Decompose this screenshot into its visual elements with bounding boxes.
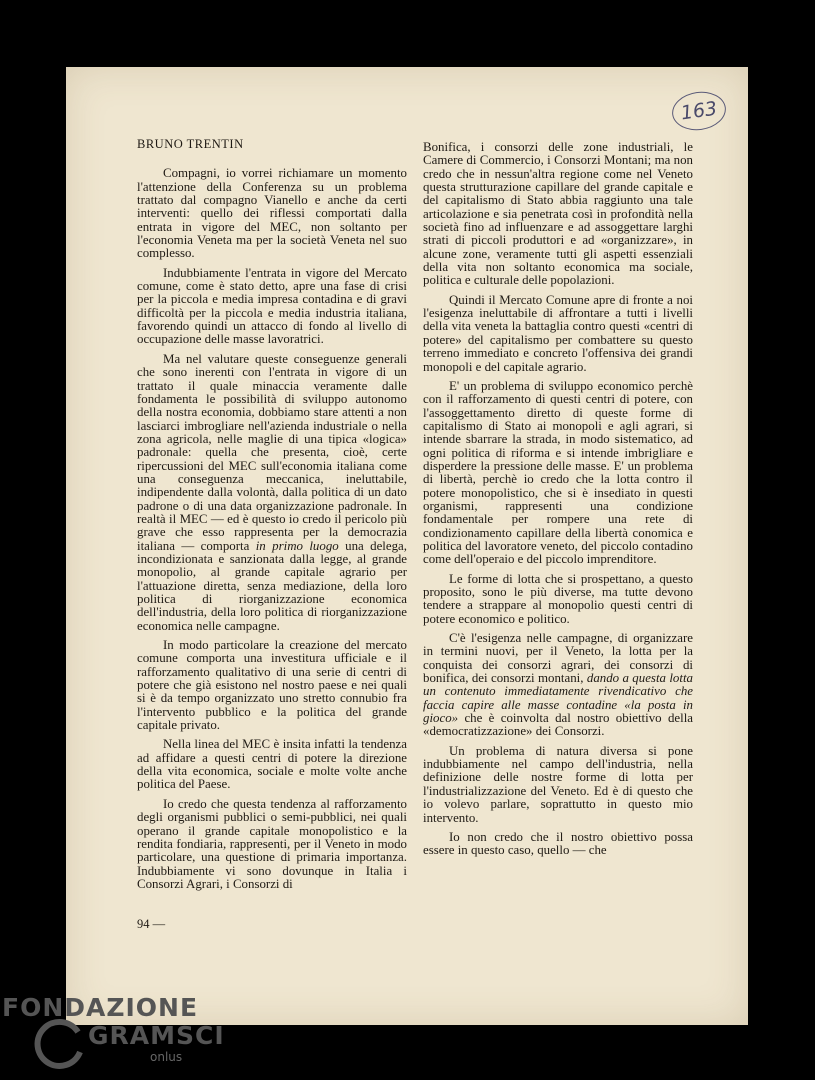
paragraph: Bonifica, i consorzi delle zone industriali, le Camere di Commercio, i Consorzi Montani; ma non credo che in nessun'altra regione come nel Veneto questa strutturazione capillare del grande capitale e del capitalismo di Stato abbia raggiunto una tale articolazione e sia penetrata così in profondità nella società fino ad influenzare e ad assoggettare larghi strati di piccoli produttori e ad «organizzare», in alcune zone, veramente tutti gli aspetti essenziali della vita non soltanto economica ma sociale, politica e culturale delle popolazioni.: [423, 140, 693, 288]
watermark-line3: onlus: [150, 1050, 183, 1064]
page-number: 94 —: [137, 917, 166, 931]
paragraph: Ma nel valutare queste conseguenze generali che sono inerenti con l'entrata in vigore di un trattato il quale minaccia veramente dalle fondamenta le possibilità di sviluppo autonomo della nostra economia, dobbiamo stare attenti a non lasciarci imbrogliare nell'azienda industriale o nella zona agricola, nelle maglie di una tipica «logica» padronale: quella che presenta, cioè, certe ripercussioni del MEC sull'economia italiana come una conseguenza meccanica, ineluttabile, indipendente dalla volontà, dalla politica di un dato padrone o di una data organizzazione padronale. In realtà il MEC — ed è questo io credo il pericolo più grave che esso rappresenta per la democrazia italiana — comporta in primo luogo una delega, incondizionata e sanzionata dalla legge, al grande monopolio, al grande capitale agrario per l'attuazione diretta, senza mediazione, della loro politica di riorganizzazione economica dell'industria, della loro politica di riorganizzazione economica nelle campagne.: [137, 351, 407, 633]
paragraph: Le forme di lotta che si prospettano, a questo proposito, sono le più diverse, ma tutte devono tendere a strappare al monopolio questi centri di potere economico e politico.: [423, 571, 693, 626]
paragraph: In modo particolare la creazione del mercato comune comporta una investitura ufficiale e il rafforzamento qualitativo di una serie di centri di potere che già esistono nel nostro paese e nei quali si è da tempo organizzato uno stretto connubio fra l'intervento pubblico e la politica del grande capitale privato.: [137, 638, 407, 733]
paragraph: E' un problema di sviluppo economico perchè con il rafforzamento di questi centri di potere, con l'assoggettamento diretto di queste forme di capitalismo di Stato ai monopoli e agli agrari, si intende sbarrare la strada, in modo sistematico, ad ogni politica di riforma e si intende imbrigliare e disperdere la pressione delle masse. E' un problema di libertà, perchè io credo che la lotta contro il potere monopolistico, che si è insediato in questi organismi, rappresenti una condizione fondamentale per rompere una rete di condizionamento capillare della libertà conomica e politica del lavoratore veneto, del piccolo contadino come dell'operaio e del piccolo imprenditore.: [423, 378, 693, 567]
paragraph: Indubbiamente l'entrata in vigore del Mercato comune, come è stato detto, apre una fase di crisi per la piccola e media impresa contadina e di gravi difficoltà per la piccola e media industria italiana, favorendo quindi un attacco di fondo al livello di occupazione delle masse lavoratrici.: [137, 265, 407, 347]
paragraph: Io non credo che il nostro obiettivo possa essere in questo caso, quello — che: [423, 829, 693, 858]
paragraph: Quindi il Mercato Comune apre di fronte a noi l'esigenza ineluttabile di affrontare a tutti i livelli della vita veneta la battaglia contro questi «centri di potere» del capitalismo per combattere su questo terreno immediato e concreto l'offensiva dei grandi monopoli e del capitale agrario.: [423, 292, 693, 374]
folio-annotation: 163: [670, 88, 729, 133]
paragraph: Un problema di natura diversa si pone indubbiamente nel campo dell'industria, nella definizione delle nostre forme di lotta per l'industrializzazione del Veneto. Ed è di questo che io volevo parlare, soprattutto in questo mio intervento.: [423, 743, 693, 825]
watermark-line1: FONDAZIONE: [2, 993, 199, 1022]
right-column: [423, 141, 693, 864]
watermark-line2: GRAMSCI: [88, 1021, 225, 1050]
paragraph: Compagni, io vorrei richiamare un momento l'attenzione della Conferenza su un problema trattato dal compagno Vianello e anche da certi interventi: quello dei riflessi comportati dalla entrata in vigore del MEC, non soltanto per l'economia Veneta ma per la società Veneta nel suo complesso.: [137, 166, 407, 261]
paragraph: Nella linea del MEC è insita infatti la tendenza ad affidare a questi centri di potere la direzione della vita economica, sociale e molte volte anche politica del Paese.: [137, 737, 407, 792]
watermark-logo-icon: [34, 1018, 86, 1070]
left-column: [137, 138, 407, 897]
paragraph: C'è l'esigenza nelle campagne, di organizzare in termini nuovi, per il Veneto, la lotta per la conquista dei consorzi agrari, dei consorzi di bonifica, dei consorzi montani, dando a questa lotta un contenuto immediatamente rivendicativo che faccia capire alle masse contadine «la posta in gioco» che è coinvolta dal nostro obiettivo della «democratizzazione» dei Consorzi.: [423, 631, 693, 739]
author-heading: BRUNO TRENTIN: [137, 137, 244, 151]
paragraph: Io credo che questa tendenza al rafforzamento degli organismi pubblici o semi-pubblici, nei quali operano il grande capitale monopolistico e la rendita fondiaria, rappresenti, per il Veneto in modo particolare, una questione di primaria importanza. Indubbiamente vi sono dovunque in Italia i Consorzi Agrari, i Consorzi di: [137, 796, 407, 891]
